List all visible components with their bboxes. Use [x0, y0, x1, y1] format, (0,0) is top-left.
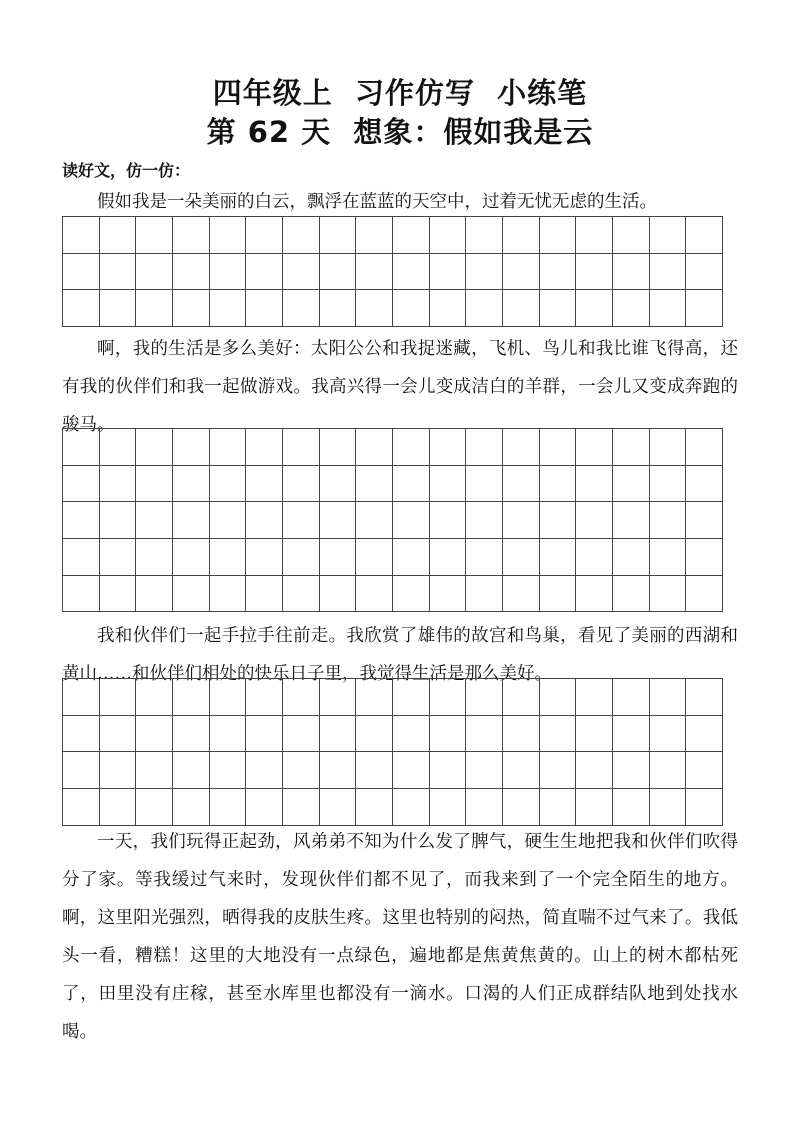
- grid-cell[interactable]: [320, 290, 357, 327]
- grid-cell[interactable]: [283, 466, 320, 503]
- grid-cell[interactable]: [576, 716, 613, 753]
- grid-cell[interactable]: [136, 752, 173, 789]
- grid-cell[interactable]: [173, 752, 210, 789]
- grid-cell[interactable]: [613, 789, 650, 826]
- grid-cell[interactable]: [246, 217, 283, 254]
- grid-cell[interactable]: [63, 290, 100, 327]
- grid-cell[interactable]: [63, 502, 100, 539]
- grid-cell[interactable]: [173, 679, 210, 716]
- grid-cell[interactable]: [576, 217, 613, 254]
- grid-cell[interactable]: [393, 752, 430, 789]
- grid-cell[interactable]: [100, 502, 137, 539]
- grid-cell[interactable]: [650, 254, 687, 291]
- grid-cell[interactable]: [246, 679, 283, 716]
- grid-cell[interactable]: [576, 466, 613, 503]
- grid-cell[interactable]: [283, 576, 320, 613]
- grid-cell[interactable]: [540, 539, 577, 576]
- grid-cell[interactable]: [136, 539, 173, 576]
- grid-cell[interactable]: [650, 716, 687, 753]
- grid-cell[interactable]: [576, 539, 613, 576]
- grid-cell[interactable]: [320, 429, 357, 466]
- grid-cell[interactable]: [650, 290, 687, 327]
- grid-cell[interactable]: [320, 576, 357, 613]
- grid-cell[interactable]: [686, 429, 723, 466]
- grid-cell[interactable]: [576, 752, 613, 789]
- grid-cell[interactable]: [100, 752, 137, 789]
- grid-cell[interactable]: [136, 679, 173, 716]
- grid-cell[interactable]: [466, 716, 503, 753]
- grid-cell[interactable]: [210, 789, 247, 826]
- grid-cell[interactable]: [173, 217, 210, 254]
- grid-cell[interactable]: [540, 789, 577, 826]
- grid-cell[interactable]: [576, 290, 613, 327]
- grid-cell[interactable]: [100, 539, 137, 576]
- writing-grid-1[interactable]: [62, 216, 723, 327]
- grid-cell[interactable]: [540, 716, 577, 753]
- grid-cell[interactable]: [63, 716, 100, 753]
- grid-cell[interactable]: [686, 716, 723, 753]
- grid-cell[interactable]: [430, 290, 467, 327]
- grid-cell[interactable]: [63, 576, 100, 613]
- grid-cell[interactable]: [540, 502, 577, 539]
- grid-cell[interactable]: [283, 290, 320, 327]
- grid-cell[interactable]: [430, 539, 467, 576]
- grid-cell[interactable]: [63, 539, 100, 576]
- grid-cell[interactable]: [466, 539, 503, 576]
- grid-cell[interactable]: [576, 429, 613, 466]
- grid-cell[interactable]: [650, 789, 687, 826]
- grid-cell[interactable]: [650, 217, 687, 254]
- grid-cell[interactable]: [393, 290, 430, 327]
- grid-cell[interactable]: [430, 679, 467, 716]
- grid-cell[interactable]: [686, 576, 723, 613]
- page-subtitle: 第 62 天 想象：假如我是云: [206, 115, 594, 149]
- grid-cell[interactable]: [613, 576, 650, 613]
- grid-cell[interactable]: [210, 429, 247, 466]
- grid-cell[interactable]: [100, 716, 137, 753]
- grid-cell[interactable]: [100, 679, 137, 716]
- grid-cell[interactable]: [356, 539, 393, 576]
- grid-cell[interactable]: [246, 429, 283, 466]
- grid-cell[interactable]: [136, 217, 173, 254]
- grid-cell[interactable]: [466, 217, 503, 254]
- grid-cell[interactable]: [100, 254, 137, 291]
- grid-cell[interactable]: [246, 502, 283, 539]
- grid-cell[interactable]: [356, 217, 393, 254]
- grid-cell[interactable]: [650, 679, 687, 716]
- grid-cell[interactable]: [173, 716, 210, 753]
- grid-cell[interactable]: [576, 679, 613, 716]
- grid-cell[interactable]: [63, 679, 100, 716]
- grid-cell[interactable]: [246, 466, 283, 503]
- grid-cell[interactable]: [246, 576, 283, 613]
- grid-cell[interactable]: [430, 466, 467, 503]
- grid-cell[interactable]: [650, 502, 687, 539]
- grid-cell[interactable]: [540, 429, 577, 466]
- grid-cell[interactable]: [613, 716, 650, 753]
- grid-cell[interactable]: [430, 502, 467, 539]
- grid-cell[interactable]: [136, 716, 173, 753]
- grid-cell[interactable]: [283, 429, 320, 466]
- grid-cell[interactable]: [210, 466, 247, 503]
- grid-cell[interactable]: [503, 290, 540, 327]
- grid-cell[interactable]: [320, 254, 357, 291]
- grid-cell[interactable]: [136, 789, 173, 826]
- grid-cell[interactable]: [283, 254, 320, 291]
- grid-cell[interactable]: [686, 539, 723, 576]
- grid-cell[interactable]: [100, 576, 137, 613]
- grid-cell[interactable]: [613, 502, 650, 539]
- grid-cell[interactable]: [393, 217, 430, 254]
- grid-cell[interactable]: [466, 290, 503, 327]
- grid-cell[interactable]: [576, 502, 613, 539]
- grid-cell[interactable]: [393, 466, 430, 503]
- writing-grid-2[interactable]: [62, 428, 723, 612]
- grid-cell[interactable]: [393, 576, 430, 613]
- grid-cell[interactable]: [210, 752, 247, 789]
- model-paragraph-3: 我和伙伴们一起手拉手往前走。我欣赏了雄伟的故宫和鸟巢，看见了美丽的西湖和黄山……和伙伴们相处的快乐日子里，我觉得生活是那么美好。: [62, 626, 738, 684]
- grid-cell[interactable]: [210, 679, 247, 716]
- grid-cell[interactable]: [246, 752, 283, 789]
- grid-cell[interactable]: [540, 679, 577, 716]
- grid-cell[interactable]: [320, 752, 357, 789]
- grid-cell[interactable]: [356, 789, 393, 826]
- grid-cell[interactable]: [503, 752, 540, 789]
- grid-cell[interactable]: [356, 429, 393, 466]
- grid-cell[interactable]: [356, 576, 393, 613]
- instruction-label: 读好文，仿一仿：: [62, 161, 191, 180]
- grid-cell[interactable]: [540, 217, 577, 254]
- grid-cell[interactable]: [246, 539, 283, 576]
- grid-cell[interactable]: [430, 576, 467, 613]
- grid-cell[interactable]: [686, 752, 723, 789]
- grid-cell[interactable]: [210, 716, 247, 753]
- page-title: 四年级上 习作仿写 小练笔: [212, 76, 588, 110]
- grid-cell[interactable]: [173, 576, 210, 613]
- grid-cell[interactable]: [430, 789, 467, 826]
- grid-cell[interactable]: [63, 429, 100, 466]
- grid-cell[interactable]: [393, 789, 430, 826]
- grid-cell[interactable]: [173, 254, 210, 291]
- grid-cell[interactable]: [503, 254, 540, 291]
- grid-cell[interactable]: [356, 254, 393, 291]
- writing-grid-3[interactable]: [62, 678, 723, 826]
- grid-cell[interactable]: [246, 789, 283, 826]
- grid-cell[interactable]: [210, 217, 247, 254]
- grid-cell[interactable]: [466, 576, 503, 613]
- grid-cell[interactable]: [100, 789, 137, 826]
- grid-cell[interactable]: [393, 679, 430, 716]
- grid-cell[interactable]: [246, 254, 283, 291]
- grid-cell[interactable]: [173, 429, 210, 466]
- grid-cell[interactable]: [283, 716, 320, 753]
- grid-cell[interactable]: [246, 290, 283, 327]
- grid-cell[interactable]: [393, 254, 430, 291]
- grid-cell[interactable]: [393, 716, 430, 753]
- grid-cell[interactable]: [246, 716, 283, 753]
- grid-cell[interactable]: [320, 539, 357, 576]
- grid-cell[interactable]: [320, 466, 357, 503]
- grid-cell[interactable]: [283, 752, 320, 789]
- grid-cell[interactable]: [613, 752, 650, 789]
- grid-cell[interactable]: [466, 752, 503, 789]
- grid-cell[interactable]: [686, 502, 723, 539]
- grid-cell[interactable]: [686, 217, 723, 254]
- grid-cell[interactable]: [650, 429, 687, 466]
- grid-cell[interactable]: [283, 789, 320, 826]
- grid-cell[interactable]: [356, 679, 393, 716]
- grid-cell[interactable]: [356, 290, 393, 327]
- grid-cell[interactable]: [466, 429, 503, 466]
- grid-cell[interactable]: [540, 290, 577, 327]
- grid-cell[interactable]: [503, 679, 540, 716]
- grid-cell[interactable]: [356, 752, 393, 789]
- grid-cell[interactable]: [613, 429, 650, 466]
- grid-cell[interactable]: [466, 789, 503, 826]
- grid-cell[interactable]: [283, 679, 320, 716]
- grid-cell[interactable]: [613, 539, 650, 576]
- grid-cell[interactable]: [210, 539, 247, 576]
- grid-cell[interactable]: [613, 466, 650, 503]
- grid-cell[interactable]: [466, 254, 503, 291]
- grid-cell[interactable]: [283, 539, 320, 576]
- model-paragraph-2: 啊，我的生活是多么美好：太阳公公和我捉迷藏，飞机、鸟儿和我比谁飞得高，还有我的伙伴们和我一起做游戏。我高兴得一会儿变成洁白的羊群，一会儿又变成奔跑的骏马。: [62, 339, 738, 435]
- grid-cell[interactable]: [393, 429, 430, 466]
- grid-cell[interactable]: [320, 502, 357, 539]
- grid-cell[interactable]: [613, 217, 650, 254]
- grid-cell[interactable]: [650, 466, 687, 503]
- grid-cell[interactable]: [576, 576, 613, 613]
- grid-cell[interactable]: [613, 290, 650, 327]
- grid-cell[interactable]: [393, 502, 430, 539]
- grid-cell[interactable]: [540, 466, 577, 503]
- grid-cell[interactable]: [650, 576, 687, 613]
- grid-cell[interactable]: [613, 254, 650, 291]
- grid-cell[interactable]: [503, 576, 540, 613]
- grid-cell[interactable]: [503, 716, 540, 753]
- grid-cell[interactable]: [173, 539, 210, 576]
- grid-cell[interactable]: [466, 679, 503, 716]
- grid-cell[interactable]: [136, 466, 173, 503]
- grid-cell[interactable]: [686, 254, 723, 291]
- grid-cell[interactable]: [283, 502, 320, 539]
- grid-cell[interactable]: [540, 576, 577, 613]
- grid-cell[interactable]: [63, 789, 100, 826]
- grid-cell[interactable]: [100, 466, 137, 503]
- grid-cell[interactable]: [430, 217, 467, 254]
- grid-cell[interactable]: [210, 502, 247, 539]
- grid-cell[interactable]: [540, 752, 577, 789]
- grid-cell[interactable]: [320, 716, 357, 753]
- grid-cell[interactable]: [430, 716, 467, 753]
- grid-cell[interactable]: [173, 466, 210, 503]
- grid-cell[interactable]: [136, 576, 173, 613]
- grid-cell[interactable]: [210, 254, 247, 291]
- grid-cell[interactable]: [320, 789, 357, 826]
- grid-cell[interactable]: [430, 752, 467, 789]
- grid-cell[interactable]: [100, 429, 137, 466]
- grid-cell[interactable]: [686, 789, 723, 826]
- grid-cell[interactable]: [173, 502, 210, 539]
- grid-cell[interactable]: [686, 679, 723, 716]
- grid-cell[interactable]: [320, 217, 357, 254]
- grid-cell[interactable]: [686, 290, 723, 327]
- grid-cell[interactable]: [100, 217, 137, 254]
- grid-cell[interactable]: [430, 254, 467, 291]
- grid-cell[interactable]: [650, 539, 687, 576]
- grid-cell[interactable]: [393, 539, 430, 576]
- model-paragraph-4: 一天，我们玩得正起劲，风弟弟不知为什么发了脾气，硬生生地把我和伙伴们吹得分了家。等我缓过气来时，发现伙伴们都不见了，而我来到了一个完全陌生的地方。啊，这里阳光强烈，晒得我的皮肤生疼。这里也特别的闷热，简直喘不过气来了。我低头一看，糟糕！这里的大地没有一点绿色，遍地都是焦黄焦黄的。山上的树木都枯死了，田里没有庄稼，甚至水库里也都没有一滴水。口渴的人们正成群结队地到处找水喝。: [62, 832, 738, 1042]
- grid-cell[interactable]: [63, 752, 100, 789]
- grid-cell[interactable]: [503, 466, 540, 503]
- grid-cell[interactable]: [283, 217, 320, 254]
- grid-cell[interactable]: [210, 290, 247, 327]
- grid-cell[interactable]: [430, 429, 467, 466]
- model-paragraph-1: 假如我是一朵美丽的白云，飘浮在蓝蓝的天空中，过着无忧无虑的生活。: [97, 192, 657, 212]
- grid-cell[interactable]: [686, 466, 723, 503]
- grid-cell[interactable]: [136, 502, 173, 539]
- grid-cell[interactable]: [173, 789, 210, 826]
- grid-cell[interactable]: [356, 502, 393, 539]
- grid-cell[interactable]: [540, 254, 577, 291]
- grid-cell[interactable]: [613, 679, 650, 716]
- grid-cell[interactable]: [503, 539, 540, 576]
- grid-cell[interactable]: [63, 466, 100, 503]
- grid-cell[interactable]: [63, 217, 100, 254]
- grid-cell[interactable]: [173, 290, 210, 327]
- grid-cell[interactable]: [100, 290, 137, 327]
- grid-cell[interactable]: [576, 254, 613, 291]
- grid-cell[interactable]: [136, 429, 173, 466]
- grid-cell[interactable]: [320, 679, 357, 716]
- grid-cell[interactable]: [356, 716, 393, 753]
- grid-cell[interactable]: [503, 789, 540, 826]
- grid-cell[interactable]: [466, 502, 503, 539]
- grid-cell[interactable]: [136, 290, 173, 327]
- grid-cell[interactable]: [136, 254, 173, 291]
- grid-cell[interactable]: [503, 502, 540, 539]
- grid-cell[interactable]: [356, 466, 393, 503]
- grid-cell[interactable]: [210, 576, 247, 613]
- grid-cell[interactable]: [503, 429, 540, 466]
- grid-cell[interactable]: [63, 254, 100, 291]
- grid-cell[interactable]: [503, 217, 540, 254]
- grid-cell[interactable]: [466, 466, 503, 503]
- grid-cell[interactable]: [576, 789, 613, 826]
- grid-cell[interactable]: [650, 752, 687, 789]
